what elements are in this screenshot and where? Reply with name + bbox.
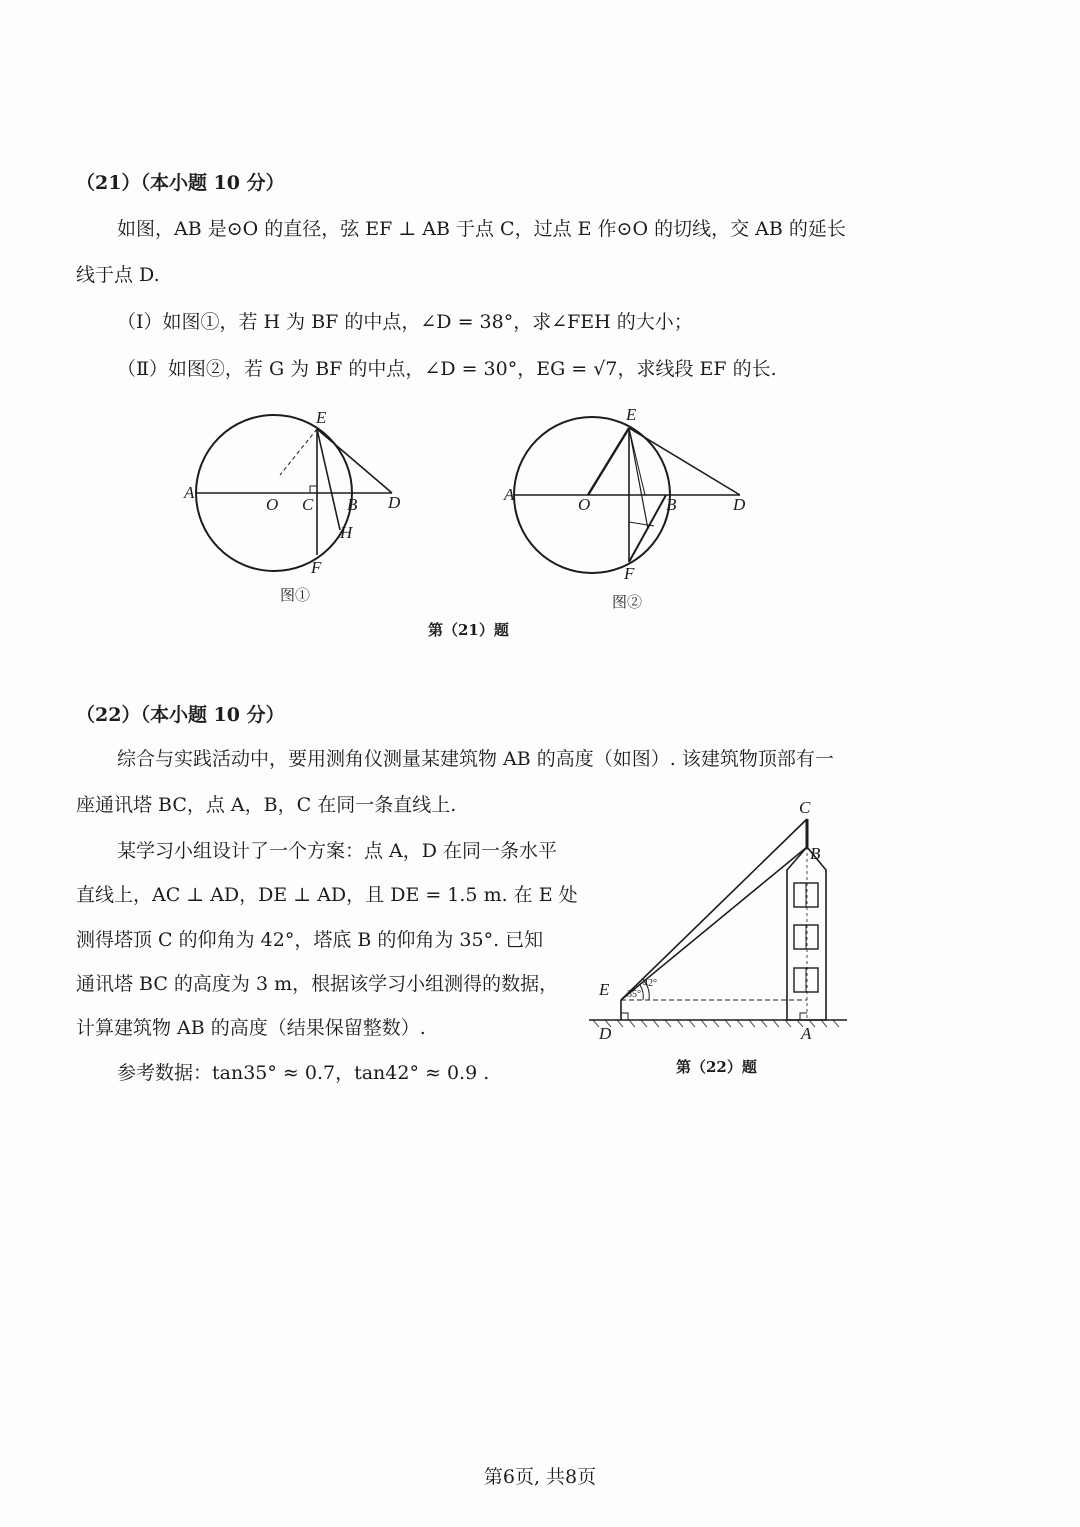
q21-header: （21）（本小题 10 分） [76,172,285,194]
label-e: E [599,980,610,999]
q21-part1: （Ⅰ）如图①，若 H 为 BF 的中点，∠D = 38°，求∠FEH 的大小； [117,311,693,333]
fig2-label-b: B [666,495,677,514]
right-angle-a [800,1013,807,1020]
fig1-label-d: D [388,493,401,512]
fig2-segment-eg [629,428,648,529]
q22-header: （22）（本小题 10 分） [76,704,285,726]
fig2-label-d: D [733,495,746,514]
angle-label-42: 42° [643,978,657,989]
q21-fig1-caption: 图① [280,586,311,604]
page-footer: 第6页, 共8页 [483,1466,597,1488]
fig2-helper-2 [629,428,645,495]
fig2-radius-eo [588,428,629,495]
fig1-label-o: O [266,495,279,514]
fig2-tangent-ed [629,428,740,495]
fig2-label-f: F [624,564,635,583]
q21-stem-line2: 线于点 D. [76,264,160,286]
label-d: D [599,1024,612,1043]
q22-line4: 直线上，AC ⊥ AD，DE ⊥ AD，且 DE = 1.5 m. 在 E 处 [76,884,578,906]
fig1-label-b: B [347,495,358,514]
q22-line1: 综合与实践活动中，要用测角仪测量某建筑物 AB 的高度（如图）. 该建筑物顶部有一 [117,748,834,770]
q21-caption: 第（21）题 [428,621,509,639]
fig2-label-e: E [626,405,637,424]
fig1-label-h: H [340,523,353,542]
q21-figure-2 [500,405,760,583]
q21-figure-1 [180,405,440,575]
fig1-tangent-ed [317,429,392,493]
fig1-label-c: C [302,495,314,514]
q22-line2: 座通讯塔 BC，点 A，B，C 在同一条直线上. [76,794,457,816]
q22-line7: 计算建筑物 AB 的高度（结果保留整数）. [76,1017,426,1039]
q22-line6: 通讯塔 BC 的高度为 3 m，根据该学习小组测得的数据， [76,973,559,995]
label-a: A [801,1024,812,1043]
sight-line-ec [621,819,807,1000]
q21-fig2-caption: 图② [612,593,643,611]
label-b: B [810,844,821,863]
right-angle-d [621,1013,628,1020]
q22-line5: 测得塔顶 C 的仰角为 42°，塔底 B 的仰角为 35°. 已知 [76,929,544,951]
fig2-label-a: A [504,485,515,504]
fig1-segment-eo [280,429,317,475]
fig1-label-e: E [316,408,327,427]
fig1-label-f: F [311,558,322,577]
label-c: C [799,798,811,817]
q21-stem-line1: 如图，AB 是⊙O 的直径，弦 EF ⊥ AB 于点 C，过点 E 作⊙O 的切线，交 AB 的延长 [117,218,846,240]
fig2-label-o: O [578,495,591,514]
fig1-label-a: A [184,483,195,502]
q22-reference: 参考数据：tan35° ≈ 0.7，tan42° ≈ 0.9 . [117,1062,490,1084]
fig1-right-angle-mark [310,486,317,493]
angle-label-35: 35° [627,989,641,1000]
q22-line3: 某学习小组设计了一个方案：点 A，D 在同一条水平 [117,840,558,862]
q22-caption: 第（22）题 [676,1058,757,1076]
fig1-segment-eh [317,429,340,530]
q22-figure [585,795,855,1045]
q21-part2: （Ⅱ）如图②，若 G 为 BF 的中点，∠D = 30°，EG = √7，求线段 EF 的长. [117,358,777,380]
